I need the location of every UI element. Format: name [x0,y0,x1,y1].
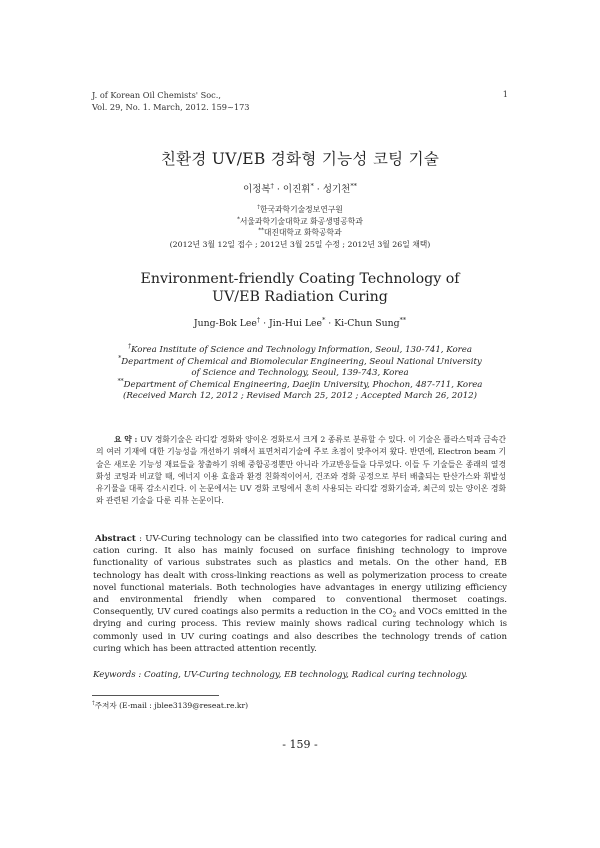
journal-header [92,89,250,113]
author-2-mark-ko: * [310,181,314,190]
affiliation-2-en [0,354,600,369]
affiliation-1-en [0,345,600,357]
dates-en: (Received March 12, 2012 ; Revised March 25, 2012 ; Accepted March 26, 2012) [122,391,478,402]
author-1-mark-en: † [256,315,261,324]
affiliation-1-ko [0,204,600,216]
korean-abstract-label: 요 약 : [114,435,141,444]
affiliation-mark: † [257,204,260,211]
footnote-mark: † [92,700,95,707]
korean-authors [0,181,600,195]
affiliation-text: 한국과학기술정보연구원 [259,205,343,214]
author-1-ko: 이정복 [242,184,271,195]
author-3-ko: 성기천 [322,184,351,195]
keywords-label: Keywords [93,670,136,680]
english-affiliations [0,345,600,403]
author-1-mark-ko: † [270,181,274,190]
korean-title: 친환경 UV/EB 경화형 기능성 코팅 기술 [160,150,440,168]
english-title-line-1: Environment-friendly Coating Technology of [140,271,460,287]
dates-ko: (2012년 3월 12일 접수 ; 2012년 3월 25일 수정 ; 2012년 3월 26일 채택) [169,239,431,249]
footnote-text: 주저자 (E-mail : jblee3139@reseat.re.kr) [94,701,249,710]
affiliation-mark: ** [258,227,264,234]
affiliation-2-ko [0,216,600,228]
author-3-mark-en: ** [399,315,407,324]
english-abstract [93,533,507,655]
co2-subscript: 2 [392,611,397,619]
page-footer-number: - 159 - [282,738,318,751]
author-separator: · [260,318,270,329]
korean-affiliations [0,204,600,250]
journal-name: J. of Korean Oil Chemists' Soc., [92,90,221,100]
affiliation-mark: † [128,343,132,351]
journal-volume: Vol. 29, No. 1. March, 2012. 159~173 [92,102,250,112]
author-separator: · [273,184,283,195]
affiliation-2b-en: of Science and Technology, Seoul, 139-743, Korea [191,368,409,379]
english-authors [0,315,600,329]
keywords [93,670,507,680]
affiliation-text: 서울과학기술대학교 화공생명공학과 [239,216,363,226]
author-1-en: Jung-Bok Lee [193,318,257,329]
english-abstract-text-2: and VOCs emitted in the drying and curing process. This review mainly shows radical curing technology which is commonly used in UV curing coatings and also describes the technology trends of cation curing which has been attracted attention recently. [93,607,507,654]
author-2-en: Jin-Hui Lee [269,318,323,329]
affiliation-text: Korea Institute of Science and Technology Information, Seoul, 130-741, Korea [131,345,472,355]
author-3-mark-ko: ** [350,181,357,190]
author-3-en: Ki-Chun Sung [334,318,400,329]
affiliation-text: 대진대학교 화학공학과 [263,228,342,237]
affiliation-mark: * [237,215,240,222]
english-title-line-2: UV/EB Radiation Curing [212,289,388,305]
english-title [0,270,600,306]
footnote [92,700,248,711]
footnote-divider [92,695,219,696]
author-separator: · [313,184,323,195]
affiliation-text: Department of Chemical Engineering, Daejin University, Phochon, 487-711, Korea [123,379,483,390]
english-abstract-label: Abstract [95,534,136,544]
author-2-mark-en: * [322,315,326,324]
english-abstract-text-1: : UV-Curing technology can be classified into two categories for radical curing and cation curing. It also has mainly focused on surface finishing technology to improve functionality of various substrates such as plastics and metals. On the other hand, EB technology has dealt with cross-linking reactions as well as polymerization process to create novel functional materials. Both technologies have advantages in energy utilizing efficiency and environmental friendly when compared to conventional thermoset coatings. Consequently, UV cured coatings also permits a reduction in the CO [93,534,507,618]
header-page-number: 1 [502,89,508,99]
korean-abstract-text: UV 경화기술은 라디칼 경화와 양이온 경화로서 크게 2 종류로 분류할 수 있다. 이 기술은 플라스틱과 금속간의 여러 기재에 대한 기능성을 개선하기 위해서 표면처리기술에 주로 초점이 맞추어져 왔다. 반면에, Electron beam 기술은 새로운 기능성 재료들을 창출하기 위해 중합공정뿐만 아니라 가교반응들을 다루었다. 이들 두 기술들은 종래의 열경화성 코팅과 비교할 때, 에너지 이용 효율과 환경 친화적이어서, 건조와 경화 공정으로 부터 배출되는 탄산가스와 휘발성 유기물을 대폭 감소시킨다. 이 논문에서는 UV 경화 코팅에서 흔히 사용되는 라디칼 경화기술과, 최근의 있는 양이온 경화와 관련된 기술을 다룬 리뷰 논문이다. [96,435,506,506]
affiliation-3-ko [0,227,600,239]
korean-abstract [96,434,506,508]
author-separator: · [325,318,335,329]
author-2-ko: 이진휘 [282,184,311,195]
affiliation-text: Department of Chemical and Biomolecular Engineering, Seoul National University [121,356,482,367]
affiliation-mark: * [118,354,122,362]
keywords-text: : Coating, UV-Curing technology, EB technology, Radical curing technology. [135,670,468,680]
affiliation-mark: ** [117,377,124,385]
affiliation-3-en [0,377,600,392]
